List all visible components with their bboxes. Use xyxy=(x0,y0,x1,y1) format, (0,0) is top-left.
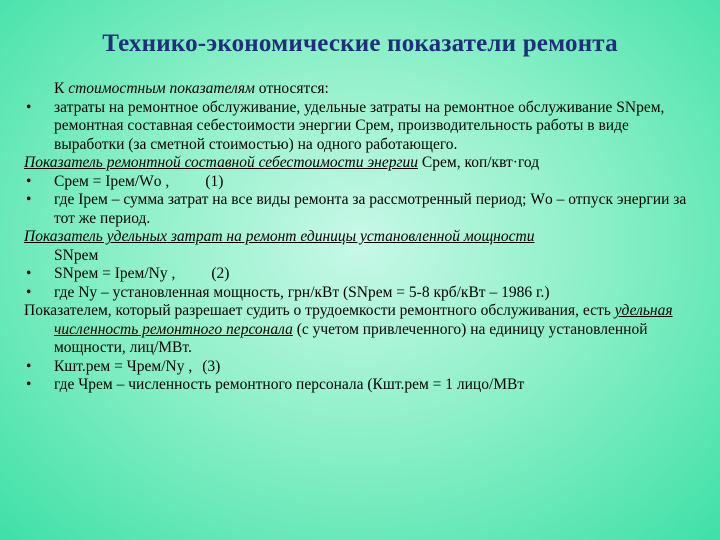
formula-3 xyxy=(24,358,700,377)
heading-cost-component xyxy=(24,154,700,173)
paragraph-underlined: удельная численность ремонтного персонала xyxy=(54,302,673,338)
bullet-marker: • xyxy=(26,376,32,393)
bullet-marker: • xyxy=(26,98,32,116)
heading-rest: Срем, коп/квт·год xyxy=(418,154,540,171)
bullet-marker: • xyxy=(26,191,32,208)
bullet-marker: • xyxy=(26,283,32,301)
bullet-text: где Ny – установленная мощность, грн/кВт (SNрем = 5-8 крб/кВт – 1986 г.) xyxy=(54,283,550,301)
bullet-cost-items xyxy=(24,99,700,155)
paragraph-start: Показателем, который разрешает судить о трудоемкости ремонтного обслуживания, есть xyxy=(24,302,615,319)
formula-number: (1) xyxy=(205,172,224,190)
heading-underlined: Показатель ремонтной составной себестоимости энергии xyxy=(24,154,419,171)
slide-title: Технико-экономические показатели ремонта xyxy=(102,30,618,57)
bullet-text: где Ірем – сумма затрат на все виды ремонта за рассмотренный период; Wо – отпуск энергии за тот же период. xyxy=(54,191,687,227)
bullet-formula-1-legend xyxy=(24,191,700,228)
formula-2 xyxy=(24,265,700,284)
bullet-text: затраты на ремонтное обслуживание, удельные затраты на ремонтное обслуживание SNрем, ремонтная составная себестоимости энергии Срем, производительность работы в виде выработки (за сметной стоимостью) на одного работающего. xyxy=(54,98,665,153)
bullet-text: где Чрем – численность ремонтного персонала (Кшт.рем = 1 лицо/МВт xyxy=(54,376,525,393)
formula-expression: SNрем = Ірем/Ny , xyxy=(54,265,176,282)
bullet-marker: • xyxy=(26,172,32,190)
intro-italic: стоимостным показателям xyxy=(68,80,255,97)
bullet-marker: • xyxy=(26,265,32,282)
intro-prefix: К xyxy=(54,80,69,97)
heading-rest: SNрем xyxy=(54,246,99,264)
bullet-formula-3-legend xyxy=(24,376,700,395)
formula-expression: Срем = Ірем/Wо , xyxy=(54,172,170,190)
formula-number: (2) xyxy=(211,265,230,282)
formula-1 xyxy=(24,173,700,192)
formula-number: (3) xyxy=(202,357,221,375)
slide-body xyxy=(24,80,700,395)
bullet-formula-2-legend xyxy=(24,284,700,303)
intro-line xyxy=(24,80,700,99)
bullet-marker: • xyxy=(26,357,32,375)
paragraph-end: (с учетом привлеченного) на единицу установленной мощности, лиц/МВт. xyxy=(54,320,648,356)
formula-expression: Кшт.рем = Чрем/Ny , xyxy=(54,357,193,375)
intro-suffix: относятся: xyxy=(254,80,329,97)
heading-specific-costs xyxy=(24,228,700,265)
paragraph-labor-intensity xyxy=(24,302,700,358)
heading-underlined: Показатель удельных затрат на ремонт единицы установленной мощности xyxy=(24,228,535,245)
